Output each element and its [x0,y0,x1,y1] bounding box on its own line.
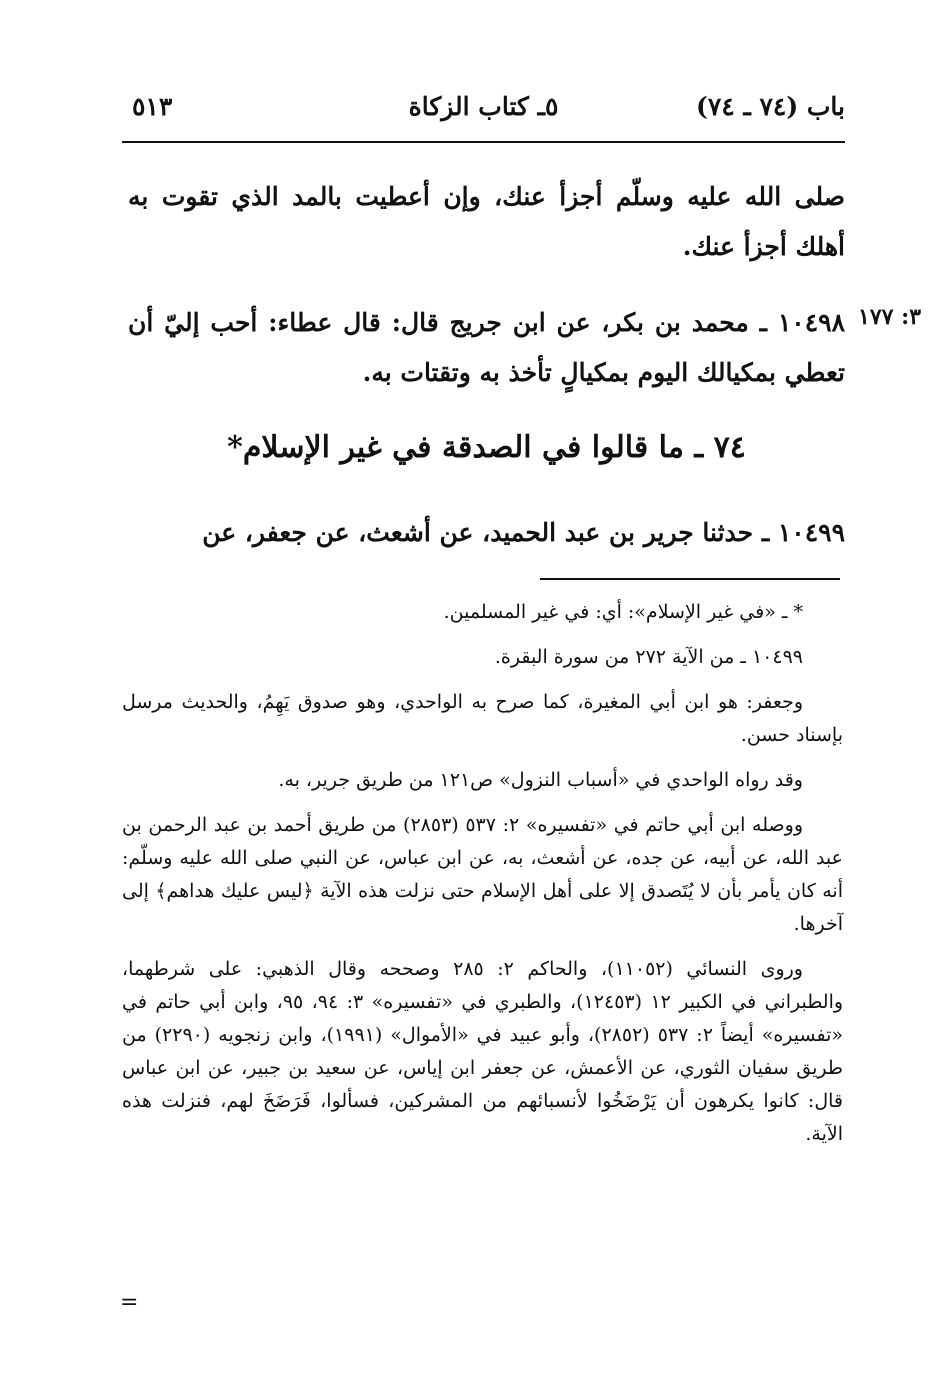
section-title: ٧٤ ـ ما قالوا في الصدقة في غير الإسلام* [227,430,746,465]
page-header [122,92,845,134]
footnote-jafar: وجعفر: هو ابن أبي المغيرة، كما صرح به الواحدي، وهو صدوق يَهِمُ، والحديث مرسل بإسناد حسن. [122,691,843,746]
paragraph-continuation: صلى الله عليه وسلّم أجزأ عنك، وإن أعطيت بالمد الذي تقوت به أهلك أجزأ عنك. [128,182,845,261]
footnotes [122,596,843,1163]
header-divider [122,141,845,143]
hadith-10498: ١٠٤٩٨ ـ محمد بن بكر، عن ابن جريج قال: قال عطاء: أحب إليّ أن تعطي بمكيالك اليوم بمكيالٍ تأخذ به وتقتات به. [128,308,845,387]
chapter-reference: باب (٧٤ ـ ٧٤) [696,92,845,121]
footnote-asterisk: * ـ «في غير الإسلام»: أي: في غير المسلمين. [443,601,803,623]
footnote-10499: ١٠٤٩٩ ـ من الآية ٢٧٢ من سورة البقرة. [494,646,803,668]
footnote-wahidi: وقد رواه الواحدي في «أسباب النزول» ص١٢١ من طريق جرير، به. [278,769,803,791]
footnote-nasai: وروى النسائي (١١٠٥٢)، والحاكم ٢: ٢٨٥ وصححه وقال الذهبي: على شرطهما، والطبراني في الكبير ١٢ (١٢٤٥٣)، والطبري في «تفسيره» ٣: ٩٤، ٩٥، وابن أبي حاتم في «تفسيره» أيضاً ٢: ٥٣٧ (٢٨٥٢)، وأبو عبيد في «الأموال» (١٩٩١)، وابن زنجويه (٢٢٩٠) من طريق سفيان الثوري، عن الأعمش، عن جعفر ابن إياس، عن سعيد بن جبير، عن ابن عباس قال: كانوا يكرهون أن يَرْضَخُوا لأنسبائهم من المشركين، فسألوا، فَرَضَخَ لهم، فنزلت هذه الآية. [122,958,844,1145]
hadith-10499: ١٠٤٩٩ ـ حدثنا جرير بن عبد الحميد، عن أشعث، عن جعفر، عن [202,518,845,547]
book-title: ٥ـ كتاب الزكاة [408,92,559,121]
margin-reference: ٣: ١٧٧ [858,304,922,330]
footnote-divider [540,578,840,580]
page-number: ٥١٣ [132,92,173,121]
continuation-mark: = [120,1290,139,1315]
footnote-ibn-abi-hatim: ووصله ابن أبي حاتم في «تفسيره» ٢: ٥٣٧ (٢٨٥٣) من طريق أحمد بن عبد الرحمن بن عبد الله، عن أبيه، عن جده، عن أشعث، به، عن ابن عباس، عن النبي صلى الله عليه وسلّم: أنه كان يأمر بأن لا يُتَصدق إلا على أهل الإسلام حتى نزلت هذه الآية ﴿ليس عليك هداهم﴾ إلى آخرها. [122,814,843,935]
